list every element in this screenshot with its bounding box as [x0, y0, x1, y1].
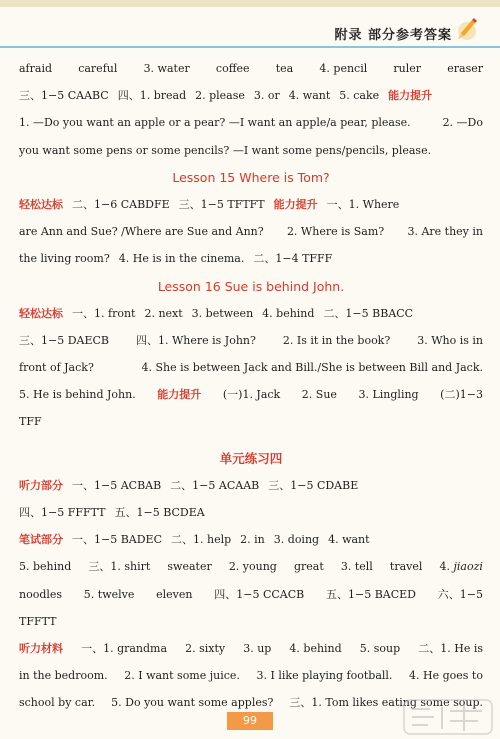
section-tag-nengli: 能力提升	[157, 388, 202, 402]
answer-item: 3. I like playing football.	[256, 669, 393, 683]
answer-item: 一、1−5 ACBAB	[72, 478, 162, 492]
answer-item: TFF	[19, 415, 42, 429]
answer-line	[19, 55, 483, 82]
answer-item: 5. cake	[339, 89, 380, 103]
answer-item: eraser	[447, 62, 483, 75]
answer-item: 2. young	[228, 560, 277, 574]
answer-item: the living room?	[19, 252, 110, 266]
answer-item: in the bedroom.	[19, 669, 108, 683]
answer-item: great	[293, 560, 324, 574]
answer-item: 4. He goes to	[409, 669, 483, 683]
answer-line	[19, 526, 483, 553]
answer-line	[19, 608, 483, 635]
answer-line	[19, 662, 483, 689]
answer-item: 3. tell	[340, 560, 373, 574]
page-number: 99	[227, 712, 273, 730]
answer-item: 2. sixty	[185, 641, 226, 655]
answer-line	[19, 191, 483, 218]
header-band	[0, 0, 500, 7]
answer-line	[19, 635, 483, 662]
answer-line	[19, 581, 483, 608]
answer-line	[19, 245, 483, 272]
answer-item: 2. Sue	[301, 388, 337, 402]
answer-item: 三、1. Tom likes eating some soup.	[289, 696, 483, 710]
unit-title: 单元练习四	[219, 450, 283, 466]
answer-item: 2. —Do	[442, 116, 483, 130]
section-tag-qingsong: 轻松达标	[19, 197, 63, 211]
answer-line	[19, 553, 483, 580]
answer-item: 4. behind	[262, 306, 315, 320]
answer-item: 3. Are they in	[407, 225, 483, 239]
answer-item: 二、1−5 BBACC	[323, 306, 414, 320]
answer-item: 1. —Do you want an apple or a pear? —I want an apple/a pear, please.	[19, 116, 411, 130]
answer-item: travel	[389, 560, 423, 574]
answer-line	[19, 327, 483, 354]
answer-item: 3. or	[253, 89, 280, 103]
answer-item: noodles	[19, 587, 63, 601]
answer-item: 一、1. grandma	[81, 641, 168, 655]
answer-item: 四、1. bread	[117, 89, 187, 103]
answer-item: 5. behind	[19, 560, 72, 574]
answer-item: (二)1−3	[440, 388, 483, 402]
header-title: 附录 部分参考答案	[334, 28, 452, 43]
answer-item: 3. between	[191, 306, 254, 320]
answer-line	[19, 499, 483, 526]
section-tag-tinglicailiao: 听力材料	[19, 641, 63, 655]
answer-item: 2. next	[144, 306, 183, 320]
answer-item: ruler	[393, 62, 422, 75]
answer-item: 五、1−5 BACED	[326, 587, 417, 601]
answer-item: 二、1−4 TFFF	[253, 252, 333, 266]
answer-item: you want some pens or some pencils? —I want some pens/pencils, please.	[19, 143, 432, 157]
answer-item: 5. twelve	[83, 587, 135, 601]
page-header	[0, 0, 500, 50]
lesson-title: Lesson 16 Sue is behind John.	[157, 278, 345, 294]
section-tag-nengli: 能力提升	[388, 89, 433, 103]
answer-line	[19, 472, 483, 499]
answer-item: 二、1. He is	[418, 641, 483, 655]
answer-item: 3. Lingling	[358, 388, 419, 402]
answer-item: 一、1. Where	[326, 197, 400, 211]
answer-item: 4. behind	[289, 641, 342, 655]
answer-item: TFFTT	[19, 614, 57, 628]
answer-item: 4. want	[328, 533, 370, 547]
answer-item: 2. I want some juice.	[124, 669, 240, 683]
answer-item: 二、1−5 ACAAB	[170, 478, 260, 492]
answer-line	[19, 354, 483, 381]
answer-item: 5. Do you want some apples?	[111, 696, 274, 710]
answer-line	[19, 408, 483, 435]
answer-item: 3. doing	[273, 533, 320, 547]
answer-item: tea	[275, 62, 294, 75]
answer-item: eleven	[156, 587, 193, 601]
answer-item: 五、1−5 BCDEA	[114, 506, 205, 519]
answer-item: 三、1−5 DAECB	[19, 333, 110, 347]
answer-line	[19, 381, 483, 408]
italic-word: jiaozi	[453, 560, 483, 574]
answer-item: sweater	[167, 560, 212, 574]
answer-item: are Ann and Sue? /Where are Sue and Ann?	[19, 225, 264, 239]
answer-item: 二、1−6 CABDFE	[72, 197, 170, 211]
answer-item: 三、1−5 TFTFT	[178, 197, 265, 211]
answer-item: 3. water	[143, 62, 190, 75]
answer-item: coffee	[215, 62, 250, 75]
watermark-logo	[402, 697, 494, 737]
answer-item: (一)1. Jack	[222, 388, 281, 402]
answer-line	[19, 137, 483, 164]
header-rule	[0, 46, 500, 48]
answer-item: 4. jiaozi	[439, 560, 483, 574]
answer-item: school by car.	[19, 696, 96, 710]
lesson-title: Lesson 15 Where is Tom?	[172, 169, 330, 185]
section-tag-bishi: 笔试部分	[19, 533, 63, 547]
answer-item: 三、1. shirt	[88, 560, 151, 574]
section-tag-tingli: 听力部分	[19, 478, 63, 492]
answer-item: 六、1−5	[437, 587, 483, 601]
answer-line	[19, 218, 483, 245]
answer-item: 4. He is in the cinema.	[118, 252, 245, 266]
answer-item: 2. Where is Sam?	[286, 225, 385, 239]
section-tag-nengli: 能力提升	[273, 197, 318, 211]
answer-item: 5. soup	[359, 641, 401, 655]
answer-item: 四、1−5 CCACB	[214, 587, 305, 601]
answer-item: 2. please	[195, 89, 245, 103]
answer-item: 一、1. front	[72, 306, 136, 320]
section-tag-qingsong: 轻松达标	[19, 306, 63, 320]
answer-item: 5. He is behind John.	[19, 388, 136, 402]
answer-item: front of Jack?	[19, 361, 94, 375]
answer-line	[19, 82, 483, 109]
answer-item: 二、1. help	[171, 533, 232, 547]
answer-item: careful	[78, 62, 118, 75]
answer-item: afraid	[19, 62, 53, 75]
answer-content	[19, 55, 483, 717]
answer-item: 4. want	[288, 89, 331, 103]
answer-item: 4. pencil	[319, 62, 368, 75]
answer-item: 三、1−5 CDABE	[268, 478, 359, 492]
pencil-icon	[452, 14, 478, 44]
answer-item: 2. Is it in the book?	[282, 333, 391, 347]
answer-item: 四、1−5 FFFTT	[19, 506, 106, 519]
answer-item: 一、1−5 BADEC	[72, 533, 163, 547]
answer-item: 4. She is between Jack and Bill./She is between Bill and Jack.	[141, 361, 483, 375]
answer-line	[19, 300, 483, 327]
answer-item: 三、1−5 CAABC	[19, 89, 109, 103]
answer-item: 2. in	[240, 533, 265, 547]
answer-item: 四、1. Where is John?	[135, 333, 256, 347]
answer-item: 3. up	[243, 641, 272, 655]
answer-item: 3. Who is in	[417, 333, 483, 347]
answer-line	[19, 109, 483, 136]
